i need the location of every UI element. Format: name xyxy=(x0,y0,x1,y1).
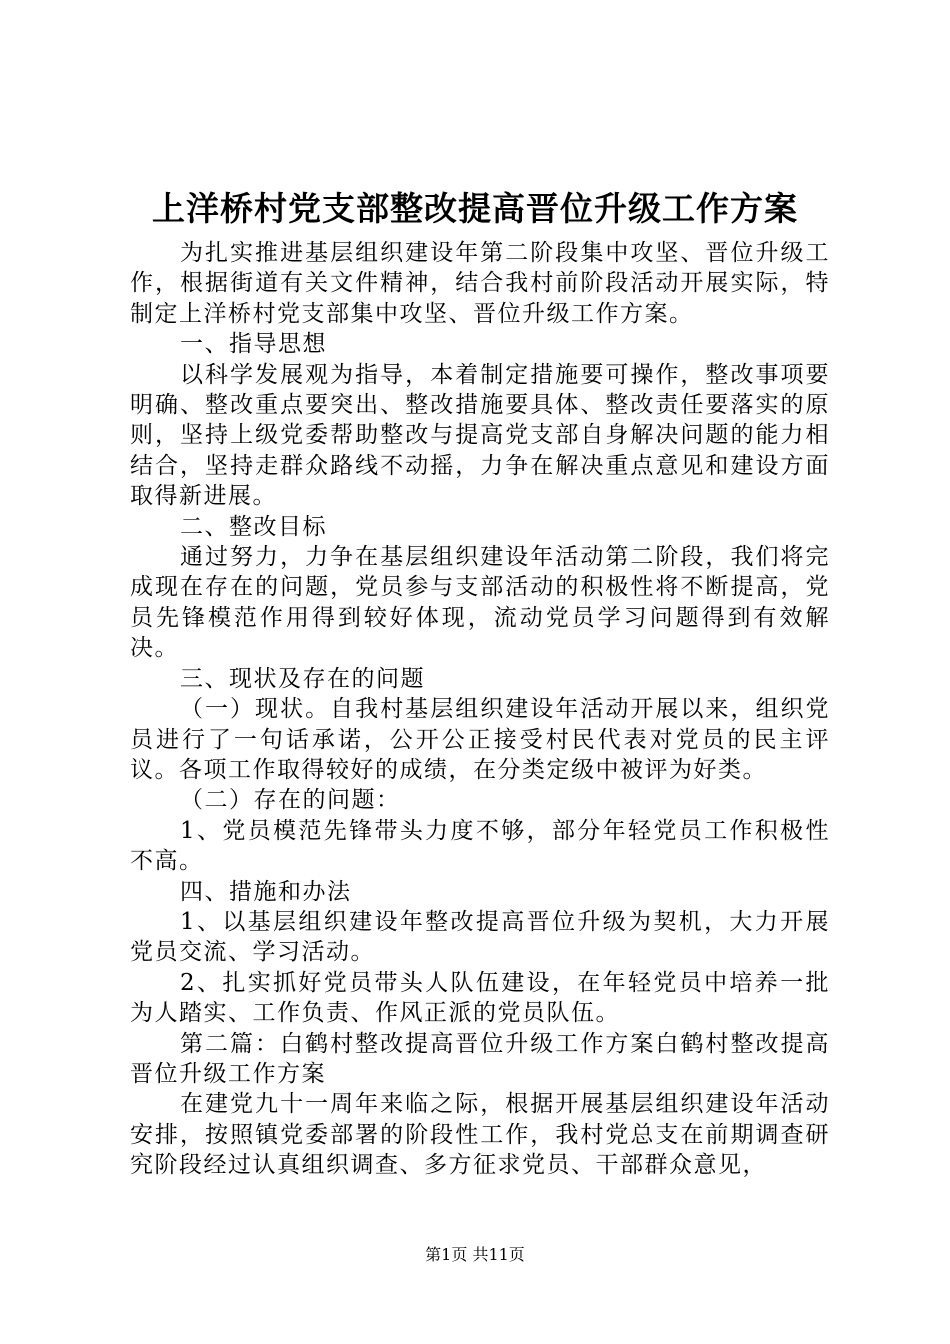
paragraph-second-article-intro: 在建党九十一周年来临之际，根据开展基层组织建设年活动安排，按照镇党委部署的阶段性工作，我村党总支在前期调查研究阶段经过认真组织调查、多方征求党员、干部群众意见， xyxy=(130,1091,830,1179)
heading-rectification-goals: 二、整改目标 xyxy=(180,513,327,540)
list-item-problem-1: 1、党员模范先锋带头力度不够，部分年轻党员工作积极性不高。 xyxy=(130,817,830,875)
document-title: 上洋桥村党支部整改提高晋位升级工作方案 xyxy=(152,189,798,228)
list-item-measure-1: 1、以基层组织建设年整改提高晋位升级为契机，大力开展党员交流、学习活动。 xyxy=(130,908,830,966)
subheading-existing-problems: （二）存在的问题： xyxy=(180,787,401,814)
list-item-measure-2: 2、扎实抓好党员带头人队伍建设，在年轻党员中培养一批为人踏实、工作负责、作风正派的党员队伍。 xyxy=(130,969,830,1027)
heading-guiding-ideology: 一、指导思想 xyxy=(180,331,327,358)
paragraph-guiding-ideology: 以科学发展观为指导，本着制定措施要可操作，整改事项要明确、整改重点要突出、整改措施要具体、整改责任要落实的原则，坚持上级党委帮助整改与提高党支部自身解决问题的能力相结合，坚持走群众路线不动摇，力争在解决重点意见和建设方面取得新进展。 xyxy=(130,361,830,510)
heading-measures-and-methods: 四、措施和办法 xyxy=(180,878,352,905)
page-footer: 第1页 共11页 xyxy=(425,1245,525,1264)
paragraph-current-status: （一）现状。自我村基层组织建设年活动开展以来，组织党员进行了一句话承诺，公开公正接受村民代表对党员的民主评议。各项工作取得较好的成绩，在分类定级中被评为好类。 xyxy=(130,696,830,783)
paragraph-intro: 为扎实推进基层组织建设年第二阶段集中攻坚、晋位升级工作，根据街道有关文件精神，结合我村前阶段活动开展实际，特制定上洋桥村党支部集中攻坚、晋位升级工作方案。 xyxy=(130,240,830,327)
heading-status-and-problems: 三、现状及存在的问题 xyxy=(180,665,425,692)
paragraph-rectification-goals: 通过努力，力争在基层组织建设年活动第二阶段，我们将完成现在存在的问题，党员参与支部活动的积极性将不断提高，党员先锋模范作用得到较好体现，流动党员学习问题得到有效解决。 xyxy=(130,544,830,662)
document-body xyxy=(130,238,830,1181)
heading-second-article: 第二篇：白鹤村整改提高晋位升级工作方案白鹤村整改提高晋位升级工作方案 xyxy=(130,1030,830,1087)
